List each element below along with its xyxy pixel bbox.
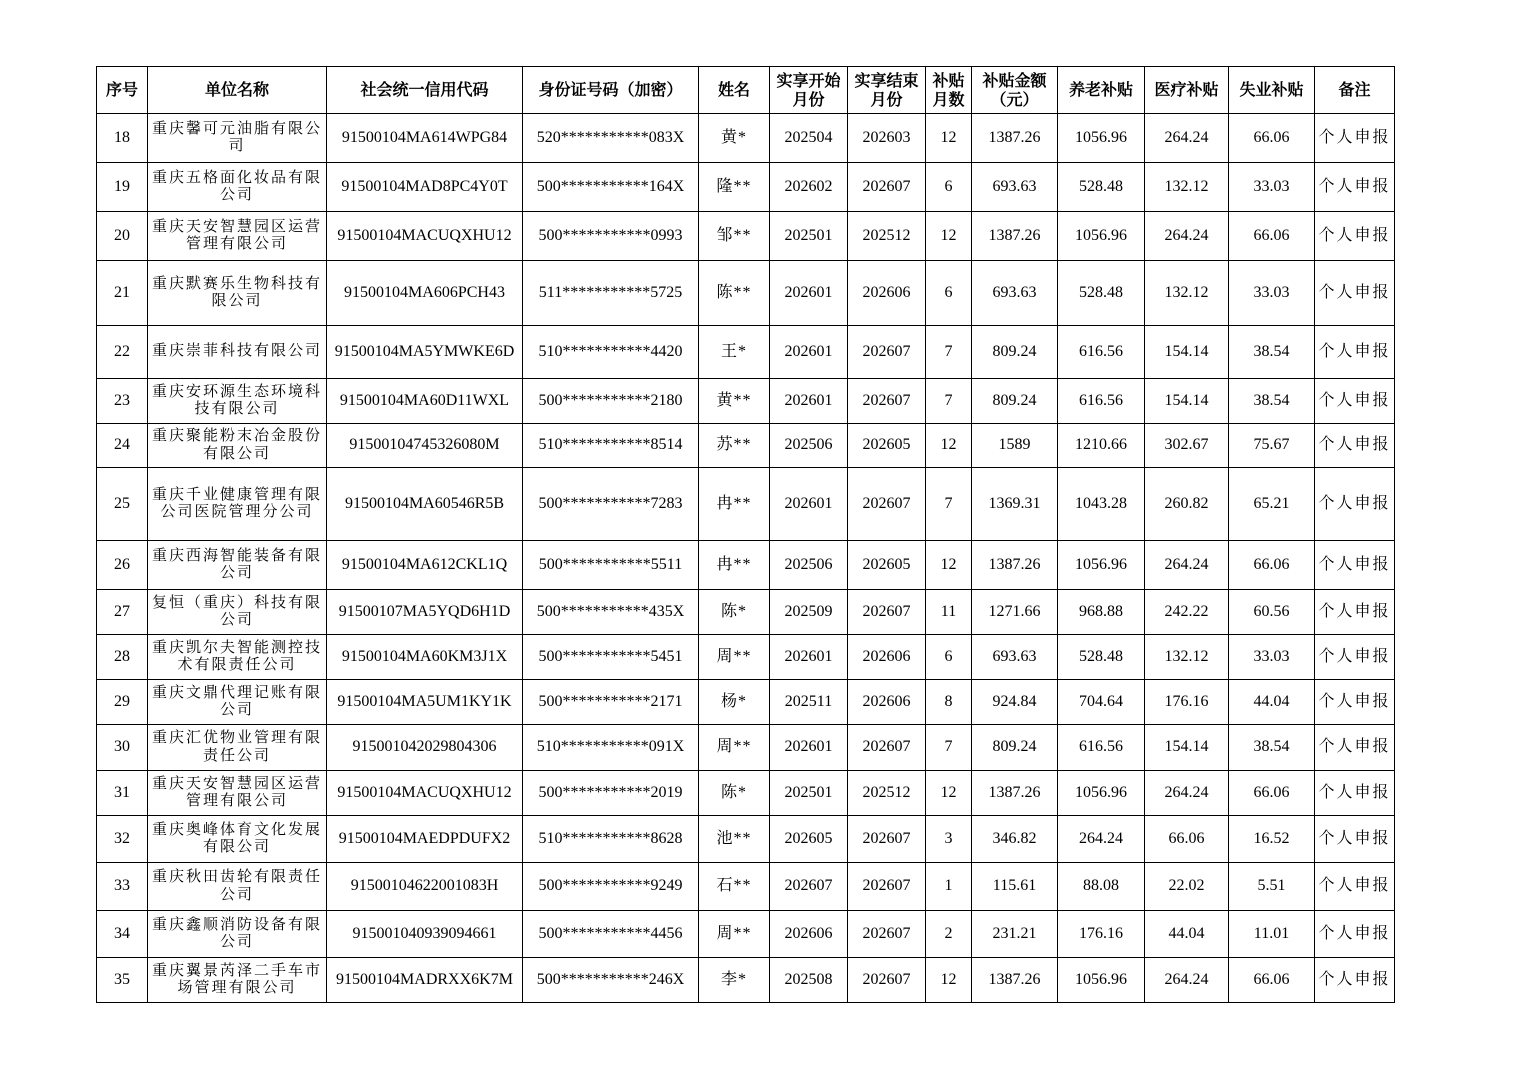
cell-no: 19 <box>97 163 148 212</box>
table-row <box>97 635 1395 680</box>
cell-medical: 154.14 <box>1145 725 1229 771</box>
cell-no: 20 <box>97 212 148 261</box>
cell-credit-code: 91500104MADRXX6K7M <box>327 958 523 1003</box>
cell-person-name: 石** <box>699 863 770 911</box>
cell-id-number: 500***********7283 <box>523 468 699 541</box>
cell-start-month: 202509 <box>770 590 848 635</box>
cell-end-month: 202607 <box>848 863 926 911</box>
cell-credit-code: 91500104745326080M <box>327 424 523 468</box>
cell-unemployment: 33.03 <box>1229 163 1315 212</box>
cell-remark: 个人申报 <box>1315 541 1395 590</box>
cell-medical: 176.16 <box>1145 680 1229 725</box>
cell-months: 12 <box>926 541 972 590</box>
cell-pension: 1043.28 <box>1058 468 1145 541</box>
table-row <box>97 163 1395 212</box>
cell-no: 25 <box>97 468 148 541</box>
cell-pension: 616.56 <box>1058 379 1145 424</box>
cell-unit-name: 重庆凯尔夫智能测控技术有限责任公司 <box>148 635 327 680</box>
cell-unemployment: 11.01 <box>1229 911 1315 958</box>
cell-start-month: 202606 <box>770 911 848 958</box>
cell-end-month: 202607 <box>848 958 926 1003</box>
cell-end-month: 202606 <box>848 261 926 326</box>
cell-medical: 264.24 <box>1145 541 1229 590</box>
table-row <box>97 468 1395 541</box>
cell-start-month: 202601 <box>770 326 848 379</box>
cell-months: 6 <box>926 163 972 212</box>
cell-person-name: 冉** <box>699 468 770 541</box>
cell-person-name: 黄** <box>699 379 770 424</box>
cell-pension: 264.24 <box>1058 816 1145 863</box>
cell-unit-name: 重庆崇菲科技有限公司 <box>148 326 327 379</box>
table-row <box>97 541 1395 590</box>
cell-unemployment: 65.21 <box>1229 468 1315 541</box>
cell-medical: 264.24 <box>1145 114 1229 163</box>
cell-pension: 1056.96 <box>1058 541 1145 590</box>
cell-medical: 242.22 <box>1145 590 1229 635</box>
cell-months: 7 <box>926 725 972 771</box>
cell-no: 33 <box>97 863 148 911</box>
cell-unemployment: 38.54 <box>1229 725 1315 771</box>
cell-id-number: 510***********4420 <box>523 326 699 379</box>
cell-medical: 260.82 <box>1145 468 1229 541</box>
cell-no: 32 <box>97 816 148 863</box>
cell-start-month: 202501 <box>770 771 848 816</box>
cell-remark: 个人申报 <box>1315 725 1395 771</box>
cell-unit-name: 重庆西海智能装备有限公司 <box>148 541 327 590</box>
cell-end-month: 202607 <box>848 326 926 379</box>
cell-credit-code: 91500104MA5UM1KY1K <box>327 680 523 725</box>
cell-credit-code: 91500104MA5YMWKE6D <box>327 326 523 379</box>
cell-start-month: 202511 <box>770 680 848 725</box>
header-no: 序号 <box>97 67 148 114</box>
header-unemployment: 失业补贴 <box>1229 67 1315 114</box>
header-end-month: 实享结束月份 <box>848 67 926 114</box>
cell-medical: 264.24 <box>1145 212 1229 261</box>
cell-amount: 1369.31 <box>972 468 1058 541</box>
cell-unemployment: 66.06 <box>1229 771 1315 816</box>
cell-person-name: 池** <box>699 816 770 863</box>
cell-pension: 528.48 <box>1058 635 1145 680</box>
cell-unit-name: 重庆翼景芮泽二手车市场管理有限公司 <box>148 958 327 1003</box>
table-row <box>97 680 1395 725</box>
cell-unemployment: 60.56 <box>1229 590 1315 635</box>
cell-amount: 809.24 <box>972 725 1058 771</box>
table-row <box>97 114 1395 163</box>
cell-start-month: 202501 <box>770 212 848 261</box>
cell-unemployment: 33.03 <box>1229 261 1315 326</box>
cell-pension: 1056.96 <box>1058 958 1145 1003</box>
cell-id-number: 500***********2180 <box>523 379 699 424</box>
cell-remark: 个人申报 <box>1315 424 1395 468</box>
cell-person-name: 冉** <box>699 541 770 590</box>
table-row <box>97 771 1395 816</box>
cell-credit-code: 91500104MAEDPDUFX2 <box>327 816 523 863</box>
cell-medical: 264.24 <box>1145 958 1229 1003</box>
cell-months: 12 <box>926 114 972 163</box>
cell-person-name: 陈* <box>699 590 770 635</box>
cell-pension: 616.56 <box>1058 725 1145 771</box>
cell-pension: 704.64 <box>1058 680 1145 725</box>
cell-no: 24 <box>97 424 148 468</box>
cell-unit-name: 重庆奥峰体育文化发展有限公司 <box>148 816 327 863</box>
header-row <box>97 67 1395 114</box>
cell-person-name: 周** <box>699 911 770 958</box>
header-credit-code: 社会统一信用代码 <box>327 67 523 114</box>
cell-months: 1 <box>926 863 972 911</box>
header-person-name: 姓名 <box>699 67 770 114</box>
cell-remark: 个人申报 <box>1315 590 1395 635</box>
cell-amount: 1387.26 <box>972 771 1058 816</box>
table-row <box>97 911 1395 958</box>
cell-id-number: 500***********2171 <box>523 680 699 725</box>
cell-credit-code: 91500104MA612CKL1Q <box>327 541 523 590</box>
cell-unemployment: 33.03 <box>1229 635 1315 680</box>
cell-unit-name: 重庆汇优物业管理有限责任公司 <box>148 725 327 771</box>
cell-remark: 个人申报 <box>1315 958 1395 1003</box>
cell-medical: 44.04 <box>1145 911 1229 958</box>
cell-end-month: 202607 <box>848 163 926 212</box>
header-pension: 养老补贴 <box>1058 67 1145 114</box>
cell-remark: 个人申报 <box>1315 863 1395 911</box>
cell-pension: 1210.66 <box>1058 424 1145 468</box>
cell-unemployment: 38.54 <box>1229 326 1315 379</box>
table-body <box>97 114 1395 1003</box>
cell-person-name: 邹** <box>699 212 770 261</box>
cell-start-month: 202506 <box>770 541 848 590</box>
cell-unit-name: 重庆文鼎代理记账有限公司 <box>148 680 327 725</box>
cell-months: 2 <box>926 911 972 958</box>
cell-start-month: 202601 <box>770 468 848 541</box>
cell-id-number: 510***********8514 <box>523 424 699 468</box>
cell-amount: 693.63 <box>972 635 1058 680</box>
header-id-number: 身份证号码（加密） <box>523 67 699 114</box>
cell-pension: 1056.96 <box>1058 212 1145 261</box>
cell-start-month: 202601 <box>770 635 848 680</box>
cell-end-month: 202606 <box>848 635 926 680</box>
cell-medical: 154.14 <box>1145 379 1229 424</box>
cell-credit-code: 91500104MACUQXHU12 <box>327 212 523 261</box>
cell-id-number: 510***********8628 <box>523 816 699 863</box>
table-row <box>97 326 1395 379</box>
cell-no: 28 <box>97 635 148 680</box>
cell-months: 11 <box>926 590 972 635</box>
cell-months: 7 <box>926 326 972 379</box>
cell-id-number: 500***********246X <box>523 958 699 1003</box>
cell-end-month: 202606 <box>848 680 926 725</box>
cell-start-month: 202605 <box>770 816 848 863</box>
cell-medical: 154.14 <box>1145 326 1229 379</box>
cell-unemployment: 66.06 <box>1229 212 1315 261</box>
cell-months: 8 <box>926 680 972 725</box>
cell-id-number: 500***********5451 <box>523 635 699 680</box>
cell-medical: 22.02 <box>1145 863 1229 911</box>
cell-unit-name: 复恒（重庆）科技有限公司 <box>148 590 327 635</box>
table-row <box>97 261 1395 326</box>
cell-person-name: 周** <box>699 725 770 771</box>
cell-no: 26 <box>97 541 148 590</box>
cell-credit-code: 91500104MACUQXHU12 <box>327 771 523 816</box>
cell-credit-code: 915001042029804306 <box>327 725 523 771</box>
cell-amount: 231.21 <box>972 911 1058 958</box>
cell-pension: 528.48 <box>1058 163 1145 212</box>
cell-unemployment: 66.06 <box>1229 114 1315 163</box>
cell-credit-code: 91500104622001083H <box>327 863 523 911</box>
cell-no: 34 <box>97 911 148 958</box>
header-medical: 医疗补贴 <box>1145 67 1229 114</box>
cell-credit-code: 915001040939094661 <box>327 911 523 958</box>
cell-months: 7 <box>926 379 972 424</box>
cell-amount: 1589 <box>972 424 1058 468</box>
cell-remark: 个人申报 <box>1315 771 1395 816</box>
cell-pension: 1056.96 <box>1058 771 1145 816</box>
cell-end-month: 202607 <box>848 590 926 635</box>
header-remark: 备注 <box>1315 67 1395 114</box>
cell-months: 6 <box>926 261 972 326</box>
cell-pension: 528.48 <box>1058 261 1145 326</box>
cell-remark: 个人申报 <box>1315 261 1395 326</box>
cell-unemployment: 38.54 <box>1229 379 1315 424</box>
cell-id-number: 500***********4456 <box>523 911 699 958</box>
cell-person-name: 杨* <box>699 680 770 725</box>
cell-remark: 个人申报 <box>1315 379 1395 424</box>
cell-medical: 132.12 <box>1145 635 1229 680</box>
cell-unit-name: 重庆五格面化妆品有限公司 <box>148 163 327 212</box>
cell-unit-name: 重庆秋田齿轮有限责任公司 <box>148 863 327 911</box>
cell-pension: 88.08 <box>1058 863 1145 911</box>
cell-amount: 809.24 <box>972 326 1058 379</box>
cell-start-month: 202601 <box>770 261 848 326</box>
cell-id-number: 500***********435X <box>523 590 699 635</box>
table-row <box>97 590 1395 635</box>
table-row <box>97 379 1395 424</box>
cell-unit-name: 重庆天安智慧园区运营管理有限公司 <box>148 771 327 816</box>
cell-credit-code: 91500104MA60KM3J1X <box>327 635 523 680</box>
cell-credit-code: 91500104MA614WPG84 <box>327 114 523 163</box>
cell-person-name: 陈** <box>699 261 770 326</box>
cell-amount: 346.82 <box>972 816 1058 863</box>
cell-unemployment: 66.06 <box>1229 958 1315 1003</box>
cell-amount: 1387.26 <box>972 212 1058 261</box>
cell-amount: 1387.26 <box>972 958 1058 1003</box>
cell-start-month: 202601 <box>770 379 848 424</box>
cell-end-month: 202605 <box>848 541 926 590</box>
cell-amount: 924.84 <box>972 680 1058 725</box>
cell-medical: 66.06 <box>1145 816 1229 863</box>
cell-person-name: 王* <box>699 326 770 379</box>
cell-start-month: 202504 <box>770 114 848 163</box>
cell-medical: 302.67 <box>1145 424 1229 468</box>
cell-id-number: 511***********5725 <box>523 261 699 326</box>
cell-credit-code: 91500104MA606PCH43 <box>327 261 523 326</box>
cell-person-name: 周** <box>699 635 770 680</box>
header-months: 补贴月数 <box>926 67 972 114</box>
cell-amount: 115.61 <box>972 863 1058 911</box>
cell-pension: 1056.96 <box>1058 114 1145 163</box>
cell-id-number: 510***********091X <box>523 725 699 771</box>
cell-remark: 个人申报 <box>1315 163 1395 212</box>
cell-no: 21 <box>97 261 148 326</box>
cell-unit-name: 重庆安环源生态环境科技有限公司 <box>148 379 327 424</box>
cell-credit-code: 91500107MA5YQD6H1D <box>327 590 523 635</box>
cell-remark: 个人申报 <box>1315 816 1395 863</box>
cell-no: 30 <box>97 725 148 771</box>
cell-amount: 693.63 <box>972 163 1058 212</box>
cell-unit-name: 重庆鑫顺消防设备有限公司 <box>148 911 327 958</box>
table-row <box>97 958 1395 1003</box>
cell-no: 18 <box>97 114 148 163</box>
cell-pension: 176.16 <box>1058 911 1145 958</box>
cell-end-month: 202607 <box>848 725 926 771</box>
cell-start-month: 202508 <box>770 958 848 1003</box>
header-start-month: 实享开始月份 <box>770 67 848 114</box>
cell-id-number: 500***********164X <box>523 163 699 212</box>
cell-person-name: 苏** <box>699 424 770 468</box>
cell-end-month: 202607 <box>848 911 926 958</box>
cell-id-number: 500***********0993 <box>523 212 699 261</box>
cell-person-name: 陈* <box>699 771 770 816</box>
cell-end-month: 202603 <box>848 114 926 163</box>
cell-remark: 个人申报 <box>1315 911 1395 958</box>
cell-end-month: 202512 <box>848 771 926 816</box>
cell-months: 12 <box>926 958 972 1003</box>
cell-months: 6 <box>926 635 972 680</box>
table-row <box>97 212 1395 261</box>
cell-no: 35 <box>97 958 148 1003</box>
cell-end-month: 202607 <box>848 816 926 863</box>
cell-months: 7 <box>926 468 972 541</box>
cell-remark: 个人申报 <box>1315 635 1395 680</box>
cell-no: 29 <box>97 680 148 725</box>
cell-credit-code: 91500104MAD8PC4Y0T <box>327 163 523 212</box>
cell-id-number: 520***********083X <box>523 114 699 163</box>
cell-id-number: 500***********2019 <box>523 771 699 816</box>
cell-no: 23 <box>97 379 148 424</box>
table-row <box>97 816 1395 863</box>
cell-no: 31 <box>97 771 148 816</box>
cell-remark: 个人申报 <box>1315 680 1395 725</box>
cell-id-number: 500***********5511 <box>523 541 699 590</box>
cell-person-name: 李* <box>699 958 770 1003</box>
cell-remark: 个人申报 <box>1315 114 1395 163</box>
cell-remark: 个人申报 <box>1315 212 1395 261</box>
cell-unemployment: 66.06 <box>1229 541 1315 590</box>
cell-no: 27 <box>97 590 148 635</box>
cell-months: 12 <box>926 212 972 261</box>
cell-unit-name: 重庆馨可元油脂有限公司 <box>148 114 327 163</box>
cell-unit-name: 重庆默赛乐生物科技有限公司 <box>148 261 327 326</box>
cell-person-name: 黄* <box>699 114 770 163</box>
cell-amount: 1387.26 <box>972 541 1058 590</box>
cell-credit-code: 91500104MA60D11WXL <box>327 379 523 424</box>
cell-unemployment: 16.52 <box>1229 816 1315 863</box>
cell-credit-code: 91500104MA60546R5B <box>327 468 523 541</box>
cell-unemployment: 75.67 <box>1229 424 1315 468</box>
cell-end-month: 202605 <box>848 424 926 468</box>
cell-medical: 264.24 <box>1145 771 1229 816</box>
cell-unit-name: 重庆天安智慧园区运营管理有限公司 <box>148 212 327 261</box>
cell-no: 22 <box>97 326 148 379</box>
cell-medical: 132.12 <box>1145 163 1229 212</box>
header-amount: 补贴金额（元） <box>972 67 1058 114</box>
cell-start-month: 202601 <box>770 725 848 771</box>
cell-unit-name: 重庆聚能粉末冶金股份有限公司 <box>148 424 327 468</box>
cell-pension: 968.88 <box>1058 590 1145 635</box>
cell-id-number: 500***********9249 <box>523 863 699 911</box>
table-row <box>97 725 1395 771</box>
cell-start-month: 202602 <box>770 163 848 212</box>
cell-remark: 个人申报 <box>1315 326 1395 379</box>
cell-amount: 809.24 <box>972 379 1058 424</box>
cell-amount: 693.63 <box>972 261 1058 326</box>
cell-amount: 1387.26 <box>972 114 1058 163</box>
cell-remark: 个人申报 <box>1315 468 1395 541</box>
cell-amount: 1271.66 <box>972 590 1058 635</box>
table-row <box>97 863 1395 911</box>
cell-months: 12 <box>926 424 972 468</box>
header-unit-name: 单位名称 <box>148 67 327 114</box>
cell-unemployment: 5.51 <box>1229 863 1315 911</box>
cell-end-month: 202607 <box>848 379 926 424</box>
cell-medical: 132.12 <box>1145 261 1229 326</box>
cell-months: 3 <box>926 816 972 863</box>
cell-start-month: 202607 <box>770 863 848 911</box>
cell-unit-name: 重庆千业健康管理有限公司医院管理分公司 <box>148 468 327 541</box>
cell-unemployment: 44.04 <box>1229 680 1315 725</box>
table-row <box>97 424 1395 468</box>
cell-end-month: 202512 <box>848 212 926 261</box>
cell-pension: 616.56 <box>1058 326 1145 379</box>
cell-end-month: 202607 <box>848 468 926 541</box>
subsidy-table <box>96 66 1395 1003</box>
cell-person-name: 隆** <box>699 163 770 212</box>
cell-start-month: 202506 <box>770 424 848 468</box>
cell-months: 12 <box>926 771 972 816</box>
